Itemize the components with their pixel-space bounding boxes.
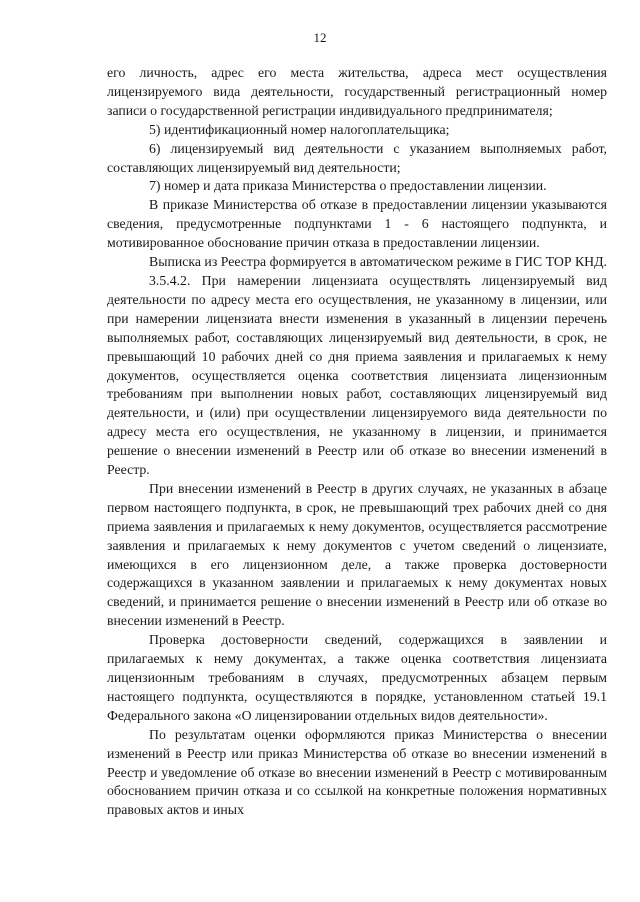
paragraph-registry-extract: Выписка из Реестра формируется в автоматическом режиме в ГИС ТОР КНД.: [149, 254, 607, 270]
paragraph-other-changes: При внесении изменений в Реестр в других случаях, не указанных в абзаце первом настоящего подпункта, в срок, не превышающий трех рабочих дней со дня приема заявления и прилагаемых к нему документов, осуществляется рассмотрение заявления и прилагаемых к нему документов с учетом сведений о лицензиате, имеющихся в его лицензионном деле, а также проверка достоверности содержащихся в указанном заявлении и прилагаемых к нему документах новых сведений, и принимается решение о внесении изменений в Реестр или об отказе во внесении изменений в Реестр.: [107, 480, 607, 629]
paragraph-refusal-order: В приказе Министерства об отказе в предоставлении лицензии указываются сведения, предусмотренные подпунктами 1 - 6 настоящего подпункта, и мотивированное обоснование причин отказа в предоставлении лицензии.: [107, 197, 607, 251]
document-body: [107, 64, 607, 820]
list-item-5: 5) идентификационный номер налогоплательщика;: [149, 121, 450, 137]
paragraph-verification: Проверка достоверности сведений, содержащихся в заявлении и прилагаемых к нему документах, а также оценка соответствия лицензиата лицензионным требованиям в случаях, предусмотренных абзацем первым настоящего подпункта, осуществляются в порядке, установленном статьей 19.1 Федерального закона «О лицензировании отдельных видов деятельности».: [107, 632, 607, 723]
paragraph-continuation: его личность, адрес его места жительства, адреса мест осуществления лицензируемого вида деятельности, государственный регистрационный номер записи о государственной регистрации индивидуального предпринимателя;: [107, 65, 607, 118]
paragraph-3-5-4-2: 3.5.4.2. При намерении лицензиата осуществлять лицензируемый вид деятельности по адресу места его осуществления, не указанному в лицензии, или при намерении лицензиата внести изменения в указанный в лицензии перечень выполняемых работ, составляющих лицензируемый вид деятельности, в срок, не превышающий 10 рабочих дней со дня приема заявления и прилагаемых к нему документов, осуществляется оценка соответствия лицензиата лицензионным требованиям при выполнении новых работ, составляющих лицензируемый вид деятельности, и (или) при осуществлении лицензируемого вида деятельности по адресу места его осуществления, не указанному в лицензии, и принимается решение о внесении изменений в Реестр или об отказе во внесении изменений в Реестр.: [107, 272, 607, 478]
list-item-7: 7) номер и дата приказа Министерства о предоставлении лицензии.: [149, 178, 547, 194]
paragraph-assessment-results: По результатам оценки оформляются приказ Министерства о внесении изменений в Реестр или приказ Министерства об отказе во внесении изменений в Реестр и уведомление об отказе во внесении изменений в Реестр с мотивированным обоснованием причин отказа и со ссылкой на конкретные положения нормативных правовых актов и иных: [107, 726, 607, 818]
page-number: 12: [313, 30, 327, 45]
list-item-6: 6) лицензируемый вид деятельности с указанием выполняемых работ, составляющих лицензируемый вид деятельности;: [107, 140, 607, 175]
